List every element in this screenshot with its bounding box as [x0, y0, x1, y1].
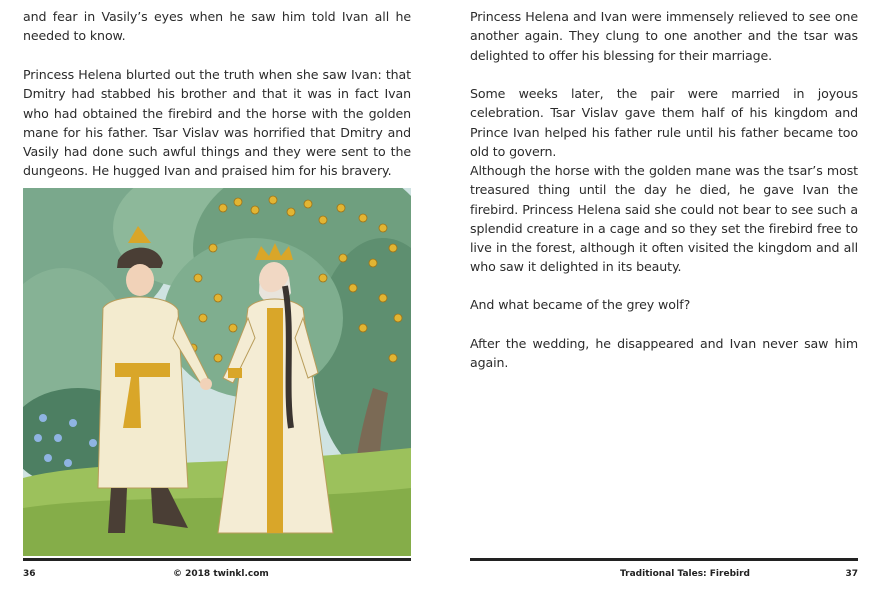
series-title: Traditional Tales: Firebird	[620, 569, 750, 579]
right-footer-rule	[470, 558, 858, 561]
left-page-number: 36	[23, 569, 36, 579]
left-page	[23, 0, 411, 596]
right-page-number: 37	[845, 569, 858, 579]
right-paragraph-3: Although the horse with the golden mane was the tsar’s most treasured thing until the day he died, he gave Ivan the firebird. Princess Helena said she could not bear to see such a splendid creature in a cage and so they set the firebird free to live in the forest, although it often visited the kingdom and all who saw it delighted in its beauty.	[470, 163, 858, 275]
left-paragraph-2: Princess Helena blurted out the truth when she saw Ivan: that Dmitry had stabbed his brother and that it was in fact Ivan who had obtained the firebird and the horse with the golden mane for his father. Tsar Vislav was horrified that Dmitry and Vasily had done such awful things and they were sent to the dungeons. He hugged Ivan and praised him for his bravery.	[23, 67, 411, 179]
right-page	[470, 0, 858, 596]
right-paragraph-1: Princess Helena and Ivan were immensely relieved to see one another again. They clung to one another and the tsar was delighted to offer his blessing for their marriage.	[470, 9, 858, 63]
wedding-illustration	[23, 188, 411, 556]
right-paragraph-4: And what became of the grey wolf?	[470, 297, 691, 312]
right-paragraph-2: Some weeks later, the pair were married in joyous celebration. Tsar Vislav gave them half of his kingdom and Prince Ivan helped his father rule until his father became too old to govern.	[470, 86, 858, 159]
left-paragraph-1: and fear in Vasily’s eyes when he saw him told Ivan all he needed to know.	[23, 9, 411, 44]
right-paragraph-5: After the wedding, he disappeared and Ivan never saw him again.	[470, 336, 858, 371]
copyright-text: © 2018 twinkl.com	[173, 569, 269, 579]
left-footer-rule	[23, 558, 411, 561]
